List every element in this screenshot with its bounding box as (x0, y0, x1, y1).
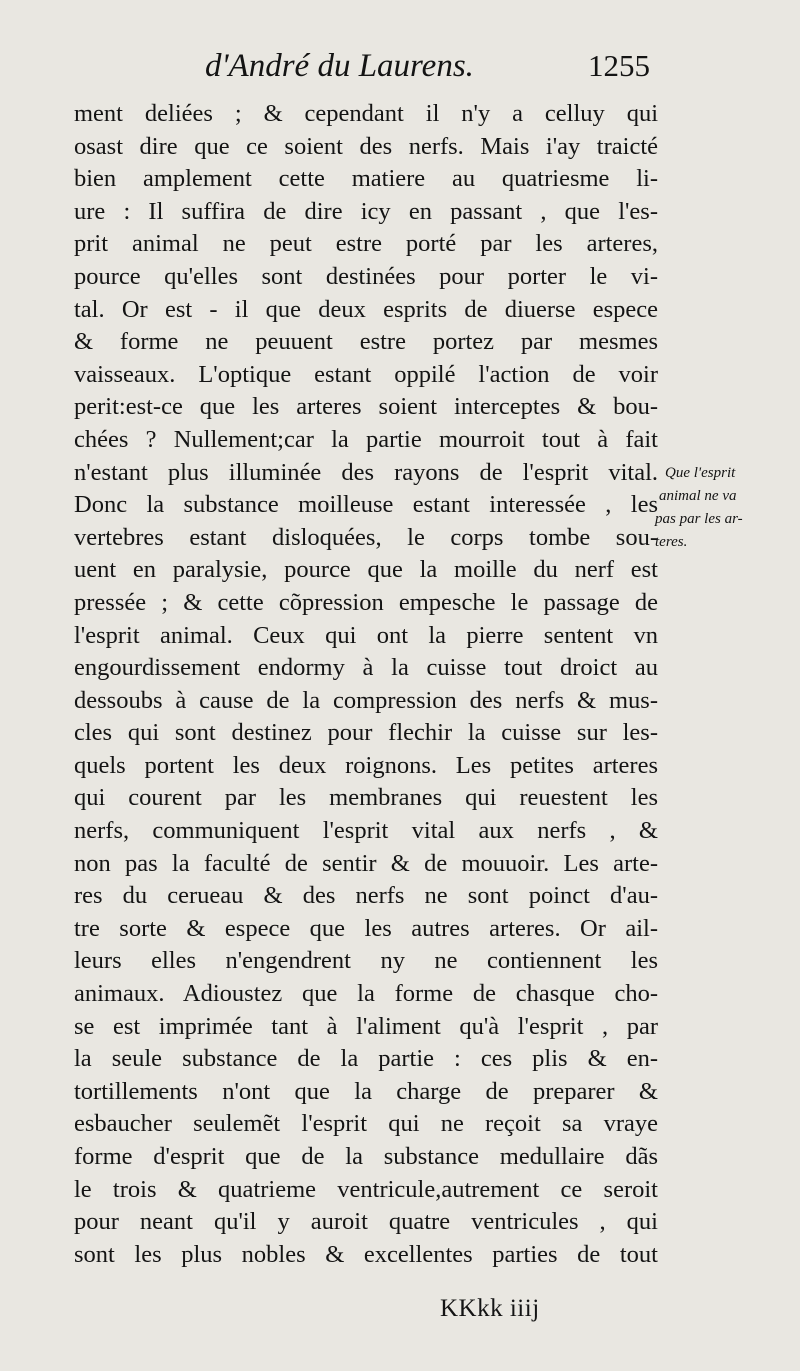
text-line: qui courent par les membranes qui reuestent les (74, 784, 658, 812)
text-line: nerfs, communiquent l'esprit vital aux nerfs , & (74, 817, 658, 845)
page-header (0, 48, 800, 92)
margin-note (655, 462, 795, 554)
text-line: pour neant qu'il y auroit quatre ventricules , qui (74, 1208, 658, 1236)
margin-note-line: animal ne va (659, 488, 737, 504)
text-line: chées ? Nullement;car la partie mourroit tout à fait (74, 425, 658, 453)
text-line: bien amplement cette matiere au quatriesme li- (74, 165, 658, 193)
text-line: ment deliées ; & cependant il n'y a celluy qui (74, 100, 658, 127)
text-line: quels portent les deux roignons. Les petites arteres (74, 751, 658, 779)
text-line: cles qui sont destinez pour flechir la cuisse sur les- (74, 719, 658, 747)
text-line: prit animal ne peut estre porté par les arteres, (74, 230, 658, 258)
text-line: se est imprimée tant à l'aliment qu'à l'esprit , par (74, 1012, 658, 1040)
text-line: forme d'esprit que de la substance medullaire dãs (74, 1143, 658, 1170)
text-line: & forme ne peuuent estre portez par mesmes (74, 328, 658, 356)
page-number: 1255 (588, 48, 650, 83)
text-line: Donc la substance moilleuse estant interessée , les (74, 491, 658, 519)
text-line: leurs elles n'engendrent ny ne contiennent les (74, 947, 658, 975)
text-line: vaisseaux. L'optique estant oppilé l'action de voir (74, 360, 658, 388)
text-line: engourdissement endormy à la cuisse tout droict au (74, 654, 658, 682)
signature-mark: KKkk iiij (440, 1295, 540, 1322)
body-text (74, 98, 658, 1271)
text-line: vertebres estant disloquées, le corps tombe sou- (74, 523, 658, 551)
text-line: ure : Il suffira de dire icy en passant , que l'es- (74, 197, 658, 225)
text-line: pource qu'elles sont destinées pour porter le vi- (74, 262, 658, 290)
text-line: animaux. Adioustez que la forme de chasque cho- (74, 980, 658, 1008)
text-line: pressée ; & cette cõpression empesche le passage de (74, 588, 658, 616)
text-line: non pas la faculté de sentir & de mouuoir. Les arte- (74, 849, 658, 877)
text-line: le trois & quatrieme ventricule,autrement ce seroit (74, 1175, 658, 1203)
text-line: sont les plus nobles & excellentes parties de tout (74, 1240, 658, 1268)
text-line: uent en paralysie, pource que la moille du nerf est (74, 556, 658, 584)
text-line: dessoubs à cause de la compression des nerfs & mus- (74, 686, 658, 714)
text-line: la seule substance de la partie : ces plis & en- (74, 1045, 658, 1073)
running-title: d'André du Laurens. (205, 48, 474, 84)
text-line: l'esprit animal. Ceux qui ont la pierre sentent vn (74, 621, 658, 649)
text-line: res du cerueau & des nerfs ne sont poinct d'au- (74, 882, 658, 910)
text-line: n'estant plus illuminée des rayons de l'esprit vital. (74, 458, 658, 486)
margin-note-line: pas par les ar- (655, 511, 743, 527)
text-line: tre sorte & espece que les autres arteres. Or ail- (74, 914, 658, 942)
text-line: esbaucher seulemẽt l'esprit qui ne reçoit sa vraye (74, 1110, 658, 1138)
margin-note-line: teres. (655, 534, 688, 550)
text-line: tal. Or est - il que deux esprits de diuerse espece (74, 295, 658, 323)
margin-note-line: Que l'esprit (665, 465, 736, 481)
text-line: perit:est-ce que les arteres soient interceptes & bou- (74, 393, 658, 421)
text-line: tortillements n'ont que la charge de preparer & (74, 1077, 658, 1105)
text-line: osast dire que ce soient des nerfs. Mais i'ay traicté (74, 132, 658, 160)
